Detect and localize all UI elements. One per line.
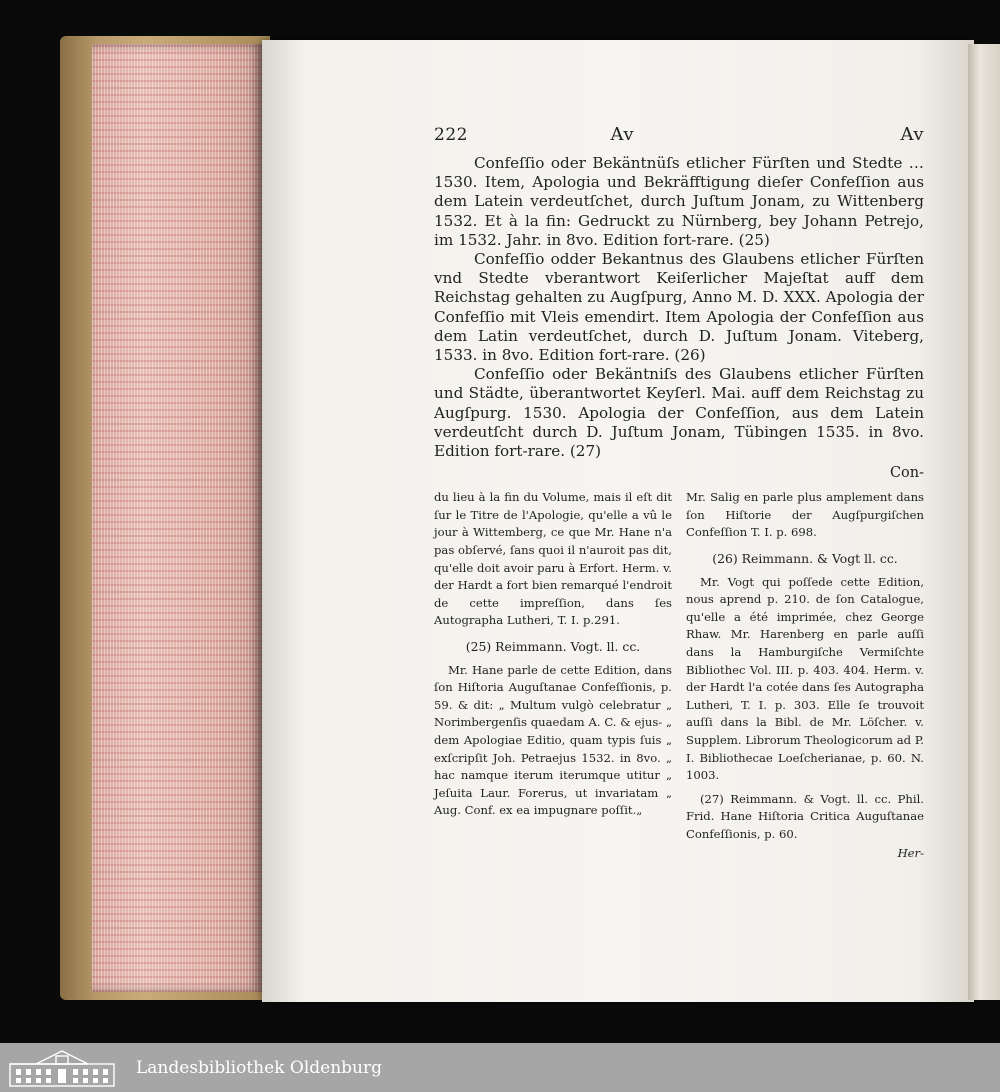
- library-banner: [0, 1043, 1000, 1092]
- footnotes-right-column: [686, 489, 924, 861]
- note-continuation: du lieu à la fin du Volume, mais il eſt dit ſur le Titre de l'Apologie, qu'elle a vû le jour à Wittemberg, ce que Mr. Hane n'a pas obſervé, ſans quoi il n'auroit pas dit, qu'elle doit avoir paru à Erfort. Herm. v. der Hardt a fort bien remarqué l'endroit de cette impreſſion, dans ſes Autographa Lutheri, T. I. p.291.: [434, 490, 672, 628]
- note-25-ref: (25) Reimmann. Vogt. ll. cc.: [465, 639, 641, 654]
- library-building-icon: [6, 1048, 118, 1088]
- page-right-edge: [968, 44, 1000, 1000]
- running-head-right: Av: [900, 124, 924, 145]
- library-name: Landesbibliothek Oldenburg: [136, 1057, 383, 1078]
- text-block: [434, 124, 924, 862]
- catchword-notes: Her-: [897, 845, 924, 860]
- page-number: 222: [434, 125, 468, 145]
- page-edges: [92, 44, 262, 992]
- note-26-text: Mr. Vogt qui poſſede cette Edition, nous aprend p. 210. de ſon Catalogue, qu'elle a été imprimée, chez George Rhaw. Mr. Harenberg en parle auſſi dans la Hamburgiſche Vermiſchte Bibliothec Vol. III. p. 403. 404. Herm. v. der Hardt l'a cotée dans ſes Autographa Lutheri, T. I. p. 303. Elle ſe trouvoit auſſi dans la Bibl. de Mr. Löſcher. v. Supplem. Librorum Theologicorum ad P. I. Bibliothecae Loeſcherianae, p. 60. N. 1003.: [686, 574, 924, 783]
- running-head: [434, 124, 924, 146]
- entry-25: Confeſſio oder Bekäntnüſs etlicher Fürſten und Stedte … 1530. Item, Apologia und Bekräfftigung dieſer Confeſſion aus dem Latein verdeutſchet, durch Juſtum Jonam, zu Wittenberg 1532. Et à la fin: Gedruckt zu Nürnberg, bey Johann Petrejo, im 1532. Jahr. in 8vo. Edition fort-rare. (25): [434, 154, 924, 249]
- note-25-text: Mr. Hane parle de cette Edition, dans ſon Hiſtoria Auguſtanae Confeſſionis, p. 59. & dit: „ Multum vulgò celebratur „ Norimbergenſis quaedam A. C. & ejus- „ dem Apologiae Editio, quam typis ſuis „ exſcripſit Joh. Petraejus 1532. in 8vo. „ hac namque iterum iterumque utitur „ Jeſuita Laur. Forerus, ut invariatam „ Aug. Conf. ex ea impugnare poſſit.„: [434, 662, 672, 818]
- entry-26: Confeſſio odder Bekantnus des Glaubens etlicher Fürſten vnd Stedte vberantwort Keiſerlicher Majeſtat auff dem Reichstag gehalten zu Augſpurg, Anno M. D. XXX. Apologia der Confeſſio mit Vleis emendirt. Item Apologia der Confeſſion aus dem Latin verdeutſchet, durch D. Juſtum Jonam. Viteberg, 1533. in 8vo. Edition fort-rare. (26): [434, 250, 924, 365]
- footnotes: [434, 489, 924, 861]
- note-27-text: (27) Reimmann. & Vogt. ll. cc. Phil. Frid. Hane Hiſtoria Critica Auguſtanae Confeſſionis, p. 60.: [686, 791, 924, 841]
- catchword-main: Con-: [889, 465, 924, 482]
- main-entries: [434, 154, 924, 461]
- footnotes-left-column: [434, 489, 672, 861]
- entry-27: Confeſſio oder Bekäntniſs des Glaubens etlicher Fürſten und Städte, überantwortet Keyſerl. Mai. auff dem Reichstag zu Augſpurg. 1530. Apologia der Confeſſion, aus dem Latein verdeutſcht durch D. Juſtum Jonam, Tübingen 1535. in 8vo. Edition fort-rare. (27): [434, 365, 924, 461]
- note-25-continuation: Mr. Salig en parle plus amplement dans ſon Hiſtorie der Augſpurgiſchen Confeſſion T. I. p. 698.: [686, 490, 924, 540]
- note-26-ref: (26) Reimmann. & Vogt ll. cc.: [712, 551, 898, 567]
- running-head-left: Av: [610, 124, 634, 145]
